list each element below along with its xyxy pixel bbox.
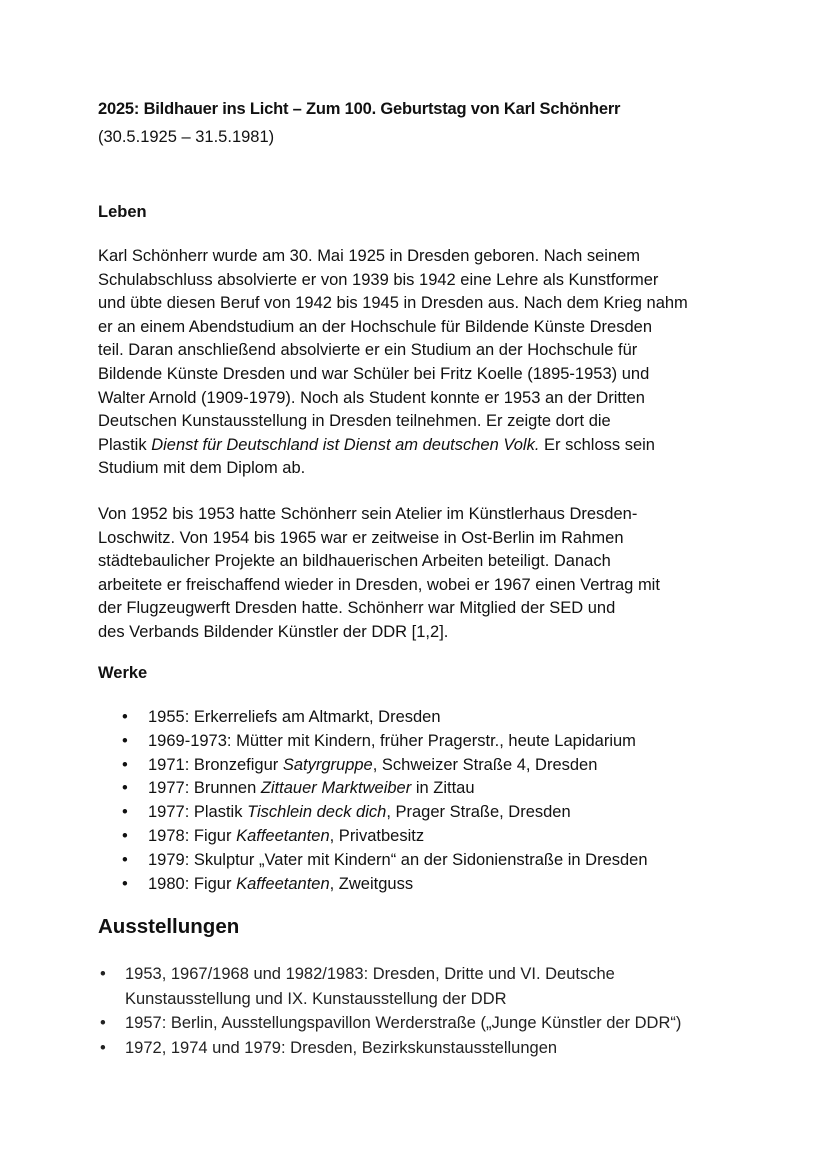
- text-run: Er schloss sein: [539, 435, 655, 454]
- text-line: Bildende Künste Dresden und war Schüler bei Fritz Koelle (1895-1953) und: [98, 364, 650, 383]
- bullet-icon: •: [100, 1038, 106, 1057]
- list-item: [100, 1011, 681, 1036]
- artwork-title: Dienst für Deutschland ist Dienst am deutschen Volk.: [151, 435, 540, 454]
- bullet-icon: •: [100, 1014, 106, 1032]
- list-item: [122, 801, 648, 825]
- artwork-title: Satyrgruppe: [282, 755, 373, 774]
- list-item: [122, 754, 648, 778]
- text-line: des Verbands Bildender Künstler der DDR [1,2].: [98, 622, 449, 641]
- text-run: 1977: Plastik: [148, 803, 248, 822]
- bullet-icon: •: [122, 708, 128, 726]
- leben-paragraph-1: [98, 245, 738, 481]
- text-run: 1980: Figur: [148, 874, 237, 893]
- bullet-icon: •: [100, 965, 106, 983]
- text-run: 1969-1973: Mütter mit Kindern, früher Pragerstr., heute Lapidarium: [148, 731, 636, 750]
- text-line: er an einem Abendstudium an der Hochschule für Bildende Künste Dresden: [98, 317, 653, 336]
- bullet-icon: •: [122, 803, 128, 822]
- text-run: 1977: Brunnen: [148, 779, 261, 798]
- text-run: , Schweizer Straße 4, Dresden: [372, 755, 598, 774]
- text-run: , Privatbesitz: [329, 826, 425, 845]
- text-line: 1953, 1967/1968 und 1982/1983: Dresden, Dritte und VI. Deutsche: [125, 965, 615, 983]
- text-line: arbeitete er freischaffend wieder in Dresden, wobei er 1967 einen Vertrag mit: [98, 575, 660, 594]
- text-line: Studium mit dem Diplom ab.: [98, 459, 306, 478]
- artwork-title: Zittauer Marktweiber: [260, 779, 412, 798]
- text-line: 1972, 1974 und 1979: Dresden, Bezirkskunstausstellungen: [125, 1038, 558, 1057]
- text-line: der Flugzeugwerft Dresden hatte. Schönherr war Mitglied der SED und: [98, 599, 616, 618]
- list-item: [100, 1036, 681, 1061]
- list-item: [100, 962, 681, 1011]
- text-run: , Zweitguss: [329, 874, 414, 893]
- text-line: Schulabschluss absolvierte er von 1939 bis 1942 eine Lehre als Kunstformer: [98, 270, 659, 289]
- bullet-icon: •: [122, 779, 128, 798]
- text-line: Von 1952 bis 1953 hatte Schönherr sein Atelier im Künstlerhaus Dresden-: [98, 505, 638, 523]
- artwork-title: Kaffeetanten: [236, 826, 330, 845]
- werke-list: [122, 706, 648, 896]
- bullet-icon: •: [122, 826, 128, 845]
- list-item: [122, 730, 648, 754]
- text-line: 1957: Berlin, Ausstellungspavillon Werderstraße („Junge Künstler der DDR“): [125, 1014, 682, 1032]
- list-item: [122, 706, 648, 730]
- text-run: , Prager Straße, Dresden: [386, 803, 571, 822]
- section-heading-werke: Werke: [98, 664, 148, 682]
- text-run: 1955: Erkerreliefs am Altmarkt, Dresden: [148, 708, 441, 726]
- text-line: teil. Daran anschließend absolvierte er ein Studium an der Hochschule für: [98, 341, 638, 360]
- section-heading-ausstellungen: Ausstellungen: [98, 915, 240, 938]
- text-line: Kunstausstellung und IX. Kunstausstellung der DDR: [125, 989, 507, 1008]
- bullet-icon: •: [122, 755, 128, 774]
- text-line: Loschwitz. Von 1954 bis 1965 war er zeitweise in Ost-Berlin im Rahmen: [98, 528, 624, 547]
- ausstellungen-list: [100, 962, 681, 1060]
- list-item: [122, 777, 648, 801]
- list-item: [122, 873, 648, 897]
- bullet-icon: •: [122, 850, 128, 869]
- leben-paragraph-2: [98, 503, 738, 645]
- text-line: Walter Arnold (1909-1979). Noch als Student konnte er 1953 an der Dritten: [98, 388, 645, 407]
- document-title: 2025: Bildhauer ins Licht – Zum 100. Geburtstag von Karl Schönherr: [98, 100, 621, 118]
- artwork-title: Kaffeetanten: [236, 874, 330, 893]
- list-item: [122, 849, 648, 873]
- text-run: 1979: Skulptur „Vater mit Kindern“ an der Sidonienstraße in Dresden: [148, 850, 648, 869]
- text-line: städtebaulicher Projekte an bildhauerischen Arbeiten beteiligt. Danach: [98, 552, 611, 571]
- life-dates: (30.5.1925 – 31.5.1981): [98, 128, 275, 146]
- text-line: und übte diesen Beruf von 1942 bis 1945 in Dresden aus. Nach dem Krieg nahm: [98, 294, 688, 313]
- text-line: [98, 434, 738, 458]
- section-heading-leben: Leben: [98, 203, 147, 221]
- text-run: 1978: Figur: [148, 826, 237, 845]
- text-line: Karl Schönherr wurde am 30. Mai 1925 in Dresden geboren. Nach seinem: [98, 247, 641, 265]
- text-line: Deutschen Kunstausstellung in Dresden teilnehmen. Er zeigte dort die: [98, 412, 611, 431]
- list-item: [122, 825, 648, 849]
- text-run: 1971: Bronzefigur: [148, 755, 283, 774]
- bullet-icon: •: [122, 874, 128, 893]
- artwork-title: Tischlein deck dich: [247, 803, 387, 822]
- bullet-icon: •: [122, 731, 128, 750]
- text-run: in Zittau: [411, 779, 475, 798]
- text-run: Plastik: [98, 435, 152, 454]
